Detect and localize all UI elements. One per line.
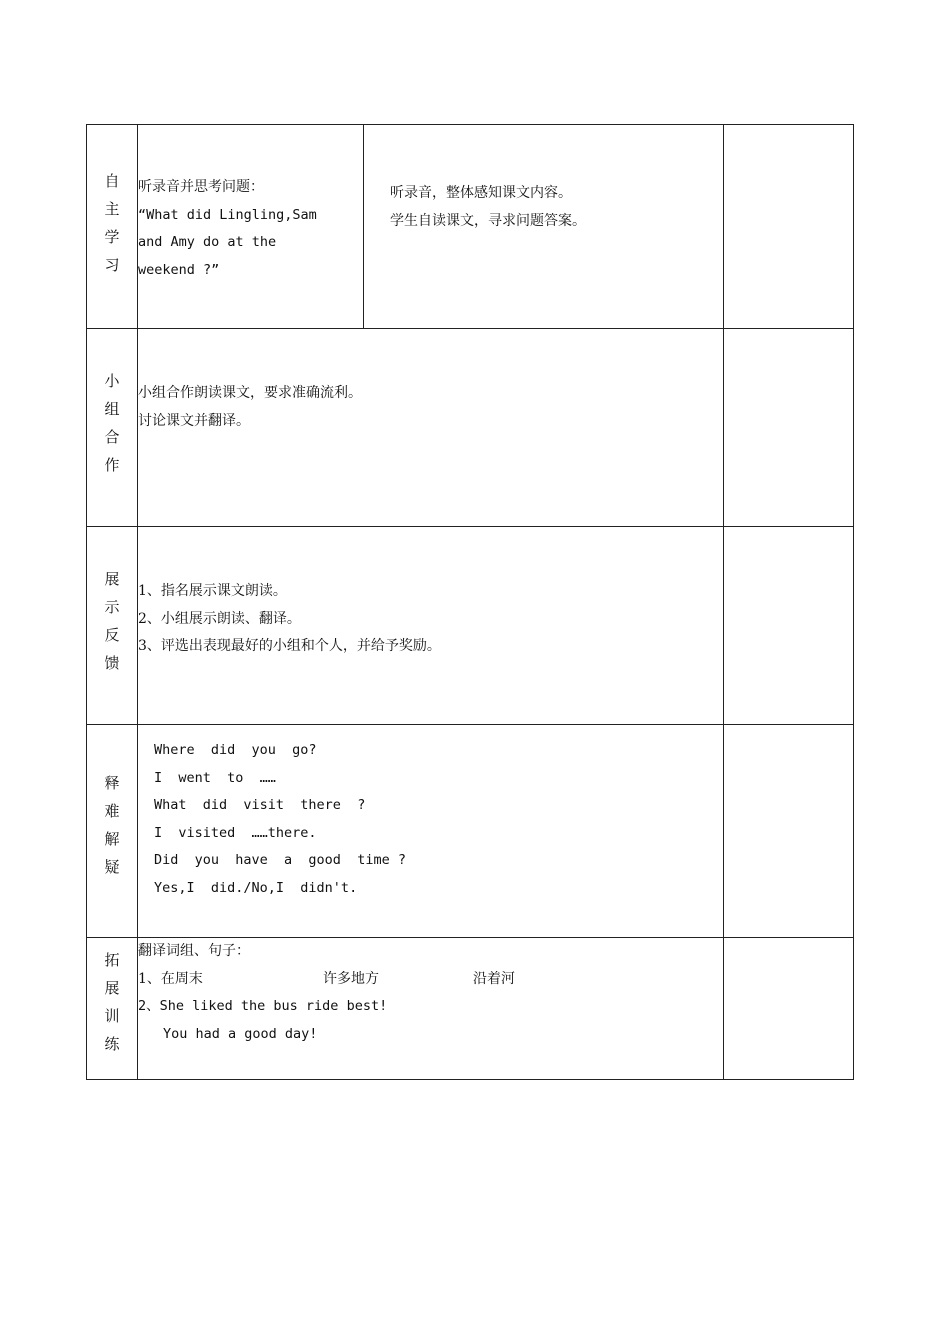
phrase-item: 1、在周末 (138, 970, 203, 987)
question-intro: 听录音并思考问题： (138, 179, 264, 195)
label-self-study: 自 主 学 习 (87, 125, 138, 329)
row-presentation (87, 527, 854, 725)
label-extension: 拓 展 训 练 (87, 938, 138, 1080)
activity-line: 学生自读课文，寻求问题答案。 (390, 212, 586, 229)
phrase-item: 许多地方 (323, 970, 379, 987)
activity-line: 听录音，整体感知课文内容。 (390, 185, 572, 201)
extension-content: 翻译词组、句子： 1、在周末 许多地方 沿着河 2、She liked the bus ride best! You had a good day! (138, 938, 724, 1080)
sentence-pattern: I went to …… (154, 769, 276, 786)
notes-cell (724, 938, 854, 1080)
notes-cell (724, 527, 854, 725)
sentence-pattern: Did you have a good time ? (154, 852, 406, 868)
sentence-pattern: I visited ……there. (154, 824, 317, 841)
phrase-item: 沿着河 (473, 970, 515, 987)
self-study-question-cell (138, 125, 364, 329)
notes-cell (724, 125, 854, 329)
notes-cell (724, 725, 854, 938)
phrase-row (138, 966, 723, 994)
self-study-activity-cell (364, 125, 724, 329)
row-clarification (87, 725, 854, 938)
sentence-pattern: Where did you go? (154, 742, 317, 758)
notes-cell (724, 329, 854, 527)
presentation-content: 1、指名展示课文朗读。 2、小组展示朗读、翻译。 3、评选出表现最好的小组和个人，并给予奖励。 (138, 527, 724, 725)
row-extension (87, 938, 854, 1080)
question-line: “What did Lingling,Sam (138, 206, 317, 223)
clarification-content (138, 725, 724, 938)
group-work-content: 小组合作朗读课文，要求准确流利。 讨论课文并翻译。 (138, 329, 724, 527)
sentence-pattern: What did visit there ? (154, 797, 366, 813)
label-group-work: 小 组 合 作 (87, 329, 138, 527)
question-line: weekend ?” (138, 261, 220, 278)
lesson-table (86, 124, 854, 1080)
sentence-pattern: Yes,I did./No,I didn't. (154, 879, 358, 896)
row-group-work (87, 329, 854, 527)
question-line: and Amy do at the (138, 234, 277, 250)
label-clarification: 释 难 解 疑 (87, 725, 138, 938)
label-presentation: 展 示 反 馈 (87, 527, 138, 725)
row-self-study (87, 125, 854, 329)
